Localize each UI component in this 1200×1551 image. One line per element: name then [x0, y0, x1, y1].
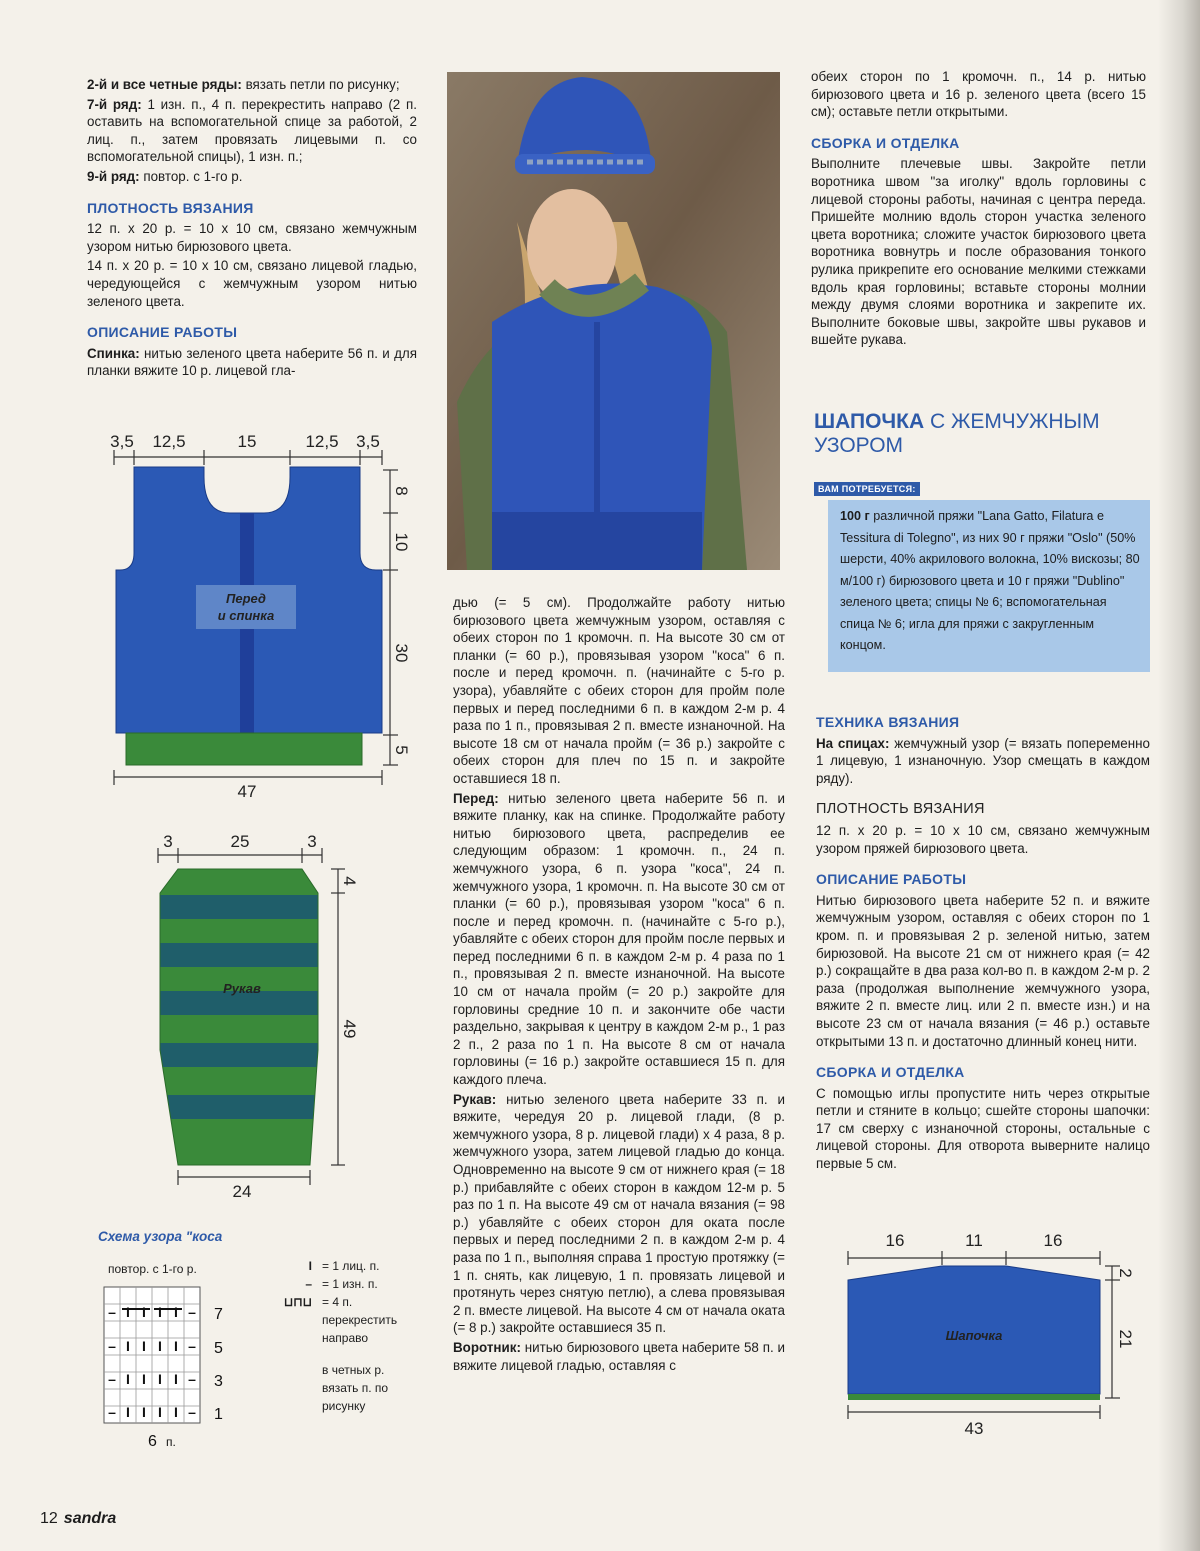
paragraph: Воротник: нитью бирюзового цвета наберите 58 п. и вяжите лицевой гладью, оставляя с: [453, 1339, 785, 1373]
svg-text:I: I: [174, 1404, 178, 1420]
svg-text:I: I: [158, 1371, 162, 1387]
dim-right-2: 49: [340, 1019, 359, 1039]
dim-right-1: 8: [392, 486, 411, 496]
row-label-1: 1: [214, 1406, 223, 1423]
paragraph: Рукав: нитью зеленого цвета наберите 33 п. и вяжите, чередуя 20 р. лицевой глади, (8 р. жемчужного узора, 8 р. лицевой глади) х 4 раза, 8 р. жемчужного узора, затем лицевой гладью до конца. Одновременно на высоте 9 см от нижнего края (= 18 р.) прибавляйте с обеих сторон в каждом 12-м р. 5 раз по 1 п. На высоте 49 см от начала вязания (= 98 р.) убавляйте с обеих сторон для оката после первых и перед последними 2 п. в каждом 2-м р. 4 раза по 1 п., выполняя справа 1 простую протяжку (= 1 п. снять, как лицевую, 1 п. провязать лицевой и протянуть через снятую петлю), а слева провязывая 2 п. вместе лицевой. На высоте 4 см от начала оката (= 8 р.) закройте оставшиеся 35 п.: [453, 1091, 785, 1336]
dim-right-2: 10: [392, 532, 411, 552]
dim-right-4: 5: [392, 745, 411, 755]
paragraph: 7-й ряд: 1 изн. п., 4 п. перекрестить направо (2 п. оставить на вспомогательной спице за работой, 2 лиц. п., затем провязать лицевыми п. со вспомогательной спицы), 1 изн. п.;: [87, 96, 417, 165]
svg-text:–: –: [188, 1304, 196, 1320]
svg-text:I: I: [174, 1304, 178, 1320]
svg-text:I: I: [142, 1404, 146, 1420]
svg-text:–: –: [108, 1338, 116, 1354]
hat-diagram: [840, 1222, 1150, 1442]
page-number: 12: [40, 1510, 58, 1527]
page-footer: [40, 1510, 116, 1528]
page-edge-shadow: [1158, 0, 1200, 1551]
legend-item: – = 1 изн. п.: [305, 1277, 378, 1291]
svg-text:–: –: [188, 1371, 196, 1387]
dim-top-2: 11: [965, 1231, 983, 1250]
dim-top-3: 15: [237, 432, 257, 451]
paragraph: 14 п. х 20 р. = 10 х 10 см, связано лицевой гладью, чередующейся с жемчужным узором нитью зеленого цвета.: [87, 258, 417, 309]
model-photo: [447, 72, 780, 570]
dim-right-1: 2: [1116, 1268, 1135, 1278]
paragraph: 9-й ряд: повтор. с 1-го р.: [87, 168, 243, 184]
paragraph: Перед: нитью зеленого цвета наберите 56 п. и вяжите планку, как на спинке. Продолжайте работу нитью бирюзового цвета, распределив ее следующим образом: 1 кромочн. п., 24 п. жемчужного узора, 6 п. узора "коса", 24 п. жемчужного узора, 1 кромочн. п. На высоте 30 см от планки (= 60 р.), провязывая узором "коса" 6 п. после и перед кромочн. п. (начинайте с 5-го р.), убавляйте с обеих сторон для пройм после первых и перед последними 6 п. в каждом 2-м р. 4 раза по 1 п., провязывая 2 п. вместе изнаночной. На высоте 10 см от начала пройм (= 20 р.) закройте для горловины средние 10 п. и закончите обе части раздельно, закрывая к центру в каждом 2-м р., 1 раз 2 п., 2 раза по 1 п. На высоте 8 см от начала горловины (= 16 р.) закройте оставшиеся 15 п. для каждого плеча.: [453, 790, 785, 1088]
vest-label-1: Перед: [226, 591, 266, 606]
legend-item: ⊔⊓⊔ = 4 п. перекрестить направо: [283, 1295, 398, 1345]
dim-top-4: 12,5: [305, 432, 339, 451]
scheme-title: Схема узора "коса: [98, 1229, 223, 1244]
dim-top-1: 3,5: [110, 432, 134, 451]
svg-text:I: I: [126, 1371, 130, 1387]
column-right: [811, 68, 1146, 351]
dim-bottom: 43: [964, 1419, 984, 1438]
paragraph: На спицах: жемчужный узор (= вязать попеременно 1 лицевую, 1 изнаночную. Узор смещать в каждом ряду).: [816, 735, 1150, 786]
dim-top-1: 3: [163, 832, 173, 851]
svg-text:–: –: [188, 1338, 196, 1354]
svg-text:–: –: [108, 1404, 116, 1420]
sleeve-label: Рукав: [223, 981, 261, 996]
dim-top-5: 3,5: [356, 432, 380, 451]
paragraph: Выполните плечевые швы. Закройте петли воротника швом "за иголку" вдоль горловины с лицевой стороны работы, начиная с центра переда. Пришейте молнию вдоль сторон участка зеленого цвета воротника; сложите участок бирюзового цвета воротника вовнутрь и после образования тонкого рулика прикрепите его основание мелкими стежками вдоль края горловины; вставьте стороны молнии между двумя слоями воротника и закрепите их. Выполните боковые швы, закройте швы рукавов и вшейте рукава.: [811, 156, 1146, 348]
materials-box: [814, 482, 1150, 672]
row-label-5: 5: [214, 1340, 223, 1357]
section-heading: СБОРКА И ОТДЕЛКА: [816, 1064, 965, 1081]
materials-tag: ВАМ ПОТРЕБУЕТСЯ:: [814, 482, 920, 496]
svg-text:I: I: [158, 1338, 162, 1354]
vest-diagram: [100, 425, 430, 805]
row-label-7: 7: [214, 1306, 223, 1323]
column-left: [87, 76, 417, 382]
column-right-lower: [816, 700, 1150, 1175]
paragraph: 2-й и все четные ряды: вязать петли по рисунку;: [87, 77, 400, 92]
section-heading: ПЛОТНОСТЬ ВЯЗАНИЯ: [87, 199, 254, 216]
svg-text:I: I: [126, 1304, 130, 1320]
width-unit: п.: [166, 1435, 176, 1449]
dim-top-2: 12,5: [152, 432, 186, 451]
svg-text:I: I: [126, 1404, 130, 1420]
paragraph: С помощью иглы пропустите нить через открытые петли и стяните в кольцо; сшейте стороны шапочки: 17 см сверху с изнаночной стороны, остальные с лицевой стороны. Для отворота выверните налицо первые 5 см.: [816, 1085, 1150, 1172]
dim-right-2: 21: [1116, 1329, 1135, 1349]
svg-text:–: –: [108, 1371, 116, 1387]
dim-top-1: 16: [885, 1231, 905, 1250]
legend-item: в четных р. вязать п. по рисунку: [322, 1363, 389, 1413]
paragraph: 12 п. х 20 р. = 10 х 10 см, связано жемчужным узором пряжей бирюзового цвета.: [816, 822, 1150, 856]
dim-top-3: 16: [1043, 1231, 1063, 1250]
section-heading: ПЛОТНОСТЬ ВЯЗАНИЯ: [816, 801, 985, 818]
dim-bottom: 24: [232, 1182, 252, 1201]
cable-scheme-chart: [98, 1283, 248, 1453]
section-heading: ТЕХНИКА ВЯЗАНИЯ: [816, 714, 960, 730]
dim-right-1: 4: [340, 876, 359, 886]
column-middle: [453, 594, 785, 1376]
paragraph: дью (= 5 см). Продолжайте работу нитью бирюзового цвета жемчужным узором, оставляя с обеих сторон по 1 кромочн. п. На высоте 30 см от планки (= 60 р.), провязывая узором "коса" 6 п. после и перед кромочн. п. (начинайте с 5-го р. узора), убавляйте с обеих сторон для пройм поле первых и перед последними 6 п. в каждом 2-м р. 4 раза по 1 п., провязывая 2 п. вместе изнаночной. На высоте 18 см от начала пройм (= 36 р.) закройте с обеих сторон для плеч по 15 п. и закройте оставшиеся 18 п.: [453, 595, 785, 786]
dim-right-3: 30: [392, 643, 411, 663]
hat-label: Шапочка: [945, 1328, 1003, 1343]
paragraph: Спинка: нитью зеленого цвета наберите 56 п. и для планки вяжите 10 р. лицевой гла-: [87, 345, 417, 379]
paragraph: обеих сторон по 1 кромочн. п., 14 р. нитью бирюзового цвета и 16 р. зеленого цвета (всего 15 см); оставьте петли открытыми.: [811, 69, 1146, 120]
section-heading: СБОРКА И ОТДЕЛКА: [811, 134, 960, 151]
svg-text:–: –: [108, 1304, 116, 1320]
svg-text:I: I: [126, 1338, 130, 1354]
scheme-legend: [270, 1257, 414, 1415]
paragraph: Нитью бирюзового цвета наберите 52 п. и вяжите жемчужным узором, оставляя с обеих сторон по 1 кром. п. и провязывая 2 р. зеленой нитью, затем бирюзовой. На высоте 21 см от нижнего края (= 42 р.) сокращайте в два раза кол-во п. в каждом 2-м р. 2 раза (продолжая выполнение жемчужного узора, вяжите 2 п. вместе лиц. или 2 п. вместе изн.) и на высоте 23 см от начала вязания (= 46 р.) оставьте открытыми 13 п. и достаточно длинный конец нити.: [816, 892, 1150, 1049]
svg-text:I: I: [158, 1304, 162, 1320]
svg-text:I: I: [142, 1304, 146, 1320]
magazine-brand: sandra: [63, 1510, 117, 1527]
row-label-3: 3: [214, 1373, 223, 1390]
hat-section-title: ШАПОЧКА С ЖЕМЧУЖНЫМ УЗОРОМ: [814, 410, 1100, 457]
svg-text:I: I: [158, 1404, 162, 1420]
paragraph: 12 п. х 20 р. = 10 х 10 см, связано жемчужным узором нитью бирюзового цвета.: [87, 221, 417, 254]
materials-text: 100 г различной пряжи "Lana Gatto, Filatura e Tessitura di Tolegno", из них 90 г пряжи "Oslo" (50% шерсти, 40% акрилового волокна, 10% вискозы; 80 м/100 г) бирюзового цвета и 10 г пряжи "Dublino" зеленого цвета; спицы № 6; вспомогательная спица № 6; игла для пряжи с закругленным концом.: [840, 509, 1140, 652]
svg-text:I: I: [174, 1338, 178, 1354]
dim-top-2: 25: [230, 832, 250, 851]
dim-top-3: 3: [307, 832, 317, 851]
sleeve-diagram: [150, 825, 380, 1205]
section-heading: ОПИСАНИЕ РАБОТЫ: [87, 324, 238, 341]
legend-item: I = 1 лиц. п.: [308, 1259, 380, 1273]
svg-text:–: –: [188, 1404, 196, 1420]
scheme-repeat-label: повтор. с 1-го р.: [108, 1262, 197, 1276]
vest-label-2: и спинка: [217, 608, 275, 623]
svg-text:I: I: [142, 1338, 146, 1354]
svg-text:I: I: [142, 1371, 146, 1387]
dim-bottom: 47: [237, 782, 257, 801]
section-heading: ОПИСАНИЕ РАБОТЫ: [816, 871, 967, 888]
width-label: 6: [148, 1433, 157, 1450]
svg-text:I: I: [174, 1371, 178, 1387]
